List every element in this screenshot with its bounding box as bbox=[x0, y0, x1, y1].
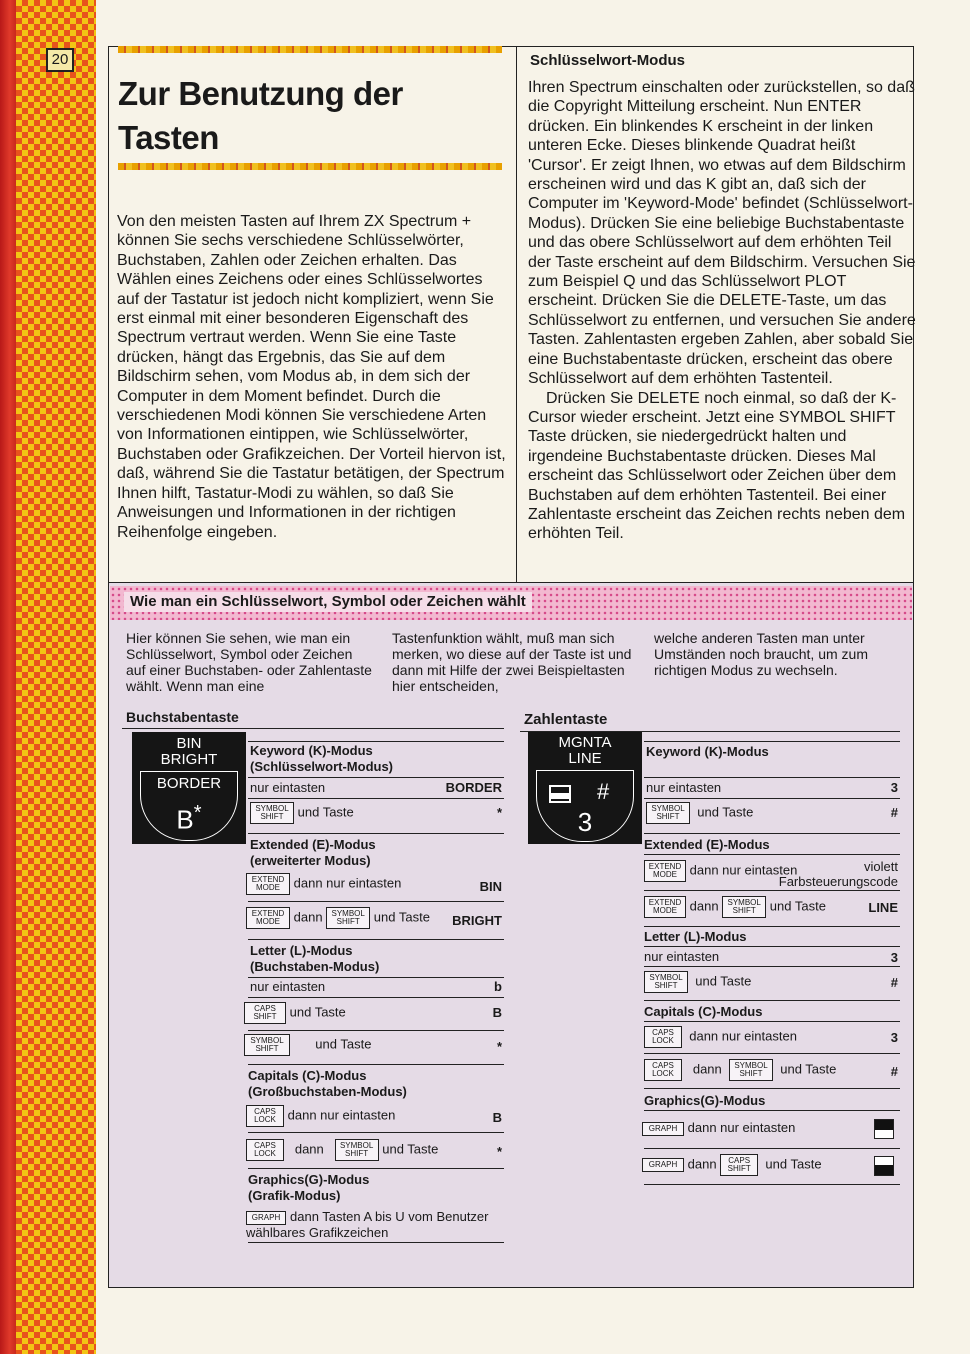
row-rule bbox=[248, 1030, 504, 1031]
l-row-2-value: B bbox=[492, 1005, 502, 1020]
symbol-shift-key: SYMBOL SHIFT bbox=[646, 802, 690, 824]
c-row-1-value-r: 3 bbox=[890, 1030, 898, 1045]
g-row-1-label-r: dann nur eintasten bbox=[687, 1120, 796, 1135]
key-cap bbox=[536, 770, 634, 842]
column-divider bbox=[516, 46, 517, 586]
graphic-char-icon bbox=[874, 1119, 894, 1139]
row-rule bbox=[248, 939, 504, 940]
key-label-border: BORDER bbox=[156, 775, 222, 792]
title-stripe-top bbox=[118, 46, 502, 53]
graph-key: GRAPH bbox=[246, 1211, 286, 1225]
c-row-2-value: * bbox=[496, 1144, 502, 1159]
row-rule bbox=[644, 798, 900, 799]
key-cap bbox=[140, 771, 238, 841]
c-row-1-value: B bbox=[492, 1110, 502, 1125]
row-rule bbox=[644, 1110, 900, 1111]
e-row-1-label-r: dann nur eintasten bbox=[689, 862, 798, 878]
key-letter-row bbox=[141, 798, 237, 835]
e-row-1-value-r: violett bbox=[864, 859, 898, 874]
key-label-bin: BIN bbox=[176, 735, 202, 752]
key-label-bright: BRIGHT bbox=[160, 751, 218, 768]
l-row-3 bbox=[244, 1034, 371, 1056]
symbol-shift-key: SYMBOL SHIFT bbox=[244, 1034, 290, 1056]
k-mode-heading-r: Keyword (K)-Modus bbox=[646, 744, 769, 759]
right-paragraph-2: Drücken Sie DELETE noch einmal, so daß der K-Cursor wieder erscheint. Jetzt eine SYMBOL SHIFT Taste drücken, sie niedergedrückt halten und irgendeine Buchstabentaste drücken. Dieses Mal erscheint das Schlüsselwort oder Zeichen über dem Buchstaben auf dem erhöhten Tastenteil. Bei einer Zahlentaste erscheint das Zeichen rechts neben dem erhöhten Teil. bbox=[528, 389, 906, 543]
c-mode-heading-r: Capitals (C)-Modus bbox=[644, 1004, 763, 1019]
row-rule bbox=[644, 1021, 900, 1022]
g-mode-heading-r: Graphics(G)-Modus bbox=[644, 1093, 766, 1108]
row-rule bbox=[248, 1168, 504, 1169]
k-row-2-r bbox=[646, 802, 753, 824]
key-label-mgnta: MGNTA bbox=[558, 734, 612, 751]
3-key-icon bbox=[528, 732, 642, 844]
g-row-2-label-r: und Taste bbox=[765, 1156, 822, 1172]
row-rule bbox=[248, 1132, 504, 1133]
k-row-2 bbox=[250, 802, 354, 824]
intro-col-1: Hier können Sie sehen, wie man ein Schlüsselwort, Symbol oder Zeichen auf einer Buchstaben- oder Zahlentaste wählt. Wenn man eine bbox=[126, 630, 372, 694]
row-rule bbox=[644, 1148, 900, 1149]
symbol-shift-key: SYMBOL SHIFT bbox=[335, 1139, 379, 1161]
key-letter: B bbox=[176, 804, 194, 835]
k-row-1-value-r: 3 bbox=[890, 780, 898, 795]
extend-mode-key: EXTEND MODE bbox=[644, 860, 686, 882]
caps-lock-key: CAPS LOCK bbox=[246, 1105, 284, 1127]
e-row-2-label-r: und Taste bbox=[769, 898, 826, 914]
l-row-1-label-r: nur eintasten bbox=[644, 949, 720, 964]
caps-shift-key: CAPS SHIFT bbox=[244, 1002, 286, 1024]
book-spine bbox=[0, 0, 16, 1354]
symbol-shift-key: SYMBOL SHIFT bbox=[250, 802, 294, 824]
g-row-1 bbox=[246, 1209, 500, 1241]
row-rule bbox=[248, 798, 504, 799]
caps-lock-key: CAPS LOCK bbox=[246, 1139, 284, 1161]
g-mode-heading: Graphics(G)-Modus (Grafik-Modus) bbox=[248, 1172, 370, 1203]
row-rule bbox=[644, 946, 900, 947]
e-row-2-label: und Taste bbox=[373, 909, 430, 925]
c-mode-heading: Capitals (C)-Modus (Großbuchstaben-Modus) bbox=[248, 1068, 407, 1099]
l-row-3-label: und Taste bbox=[315, 1036, 372, 1052]
row-rule bbox=[248, 1064, 504, 1065]
l-row-2-label: und Taste bbox=[289, 1004, 346, 1020]
l-row-3-value: * bbox=[496, 1039, 502, 1054]
info-box-title: Wie man ein Schlüsselwort, Symbol oder Zeichen wählt bbox=[124, 592, 532, 612]
right-paragraph-1: Ihren Spectrum einschalten oder zurückstellen, so daß die Copyright Mitteilung erscheint. Nun ENTER drücken. Ein blinkendes K erscheint in der linken unteren Ecke. Dieses blinkende Quadrat heißt 'Cursor'. Er zeigt Ihnen, wo etwas auf dem Bildschirm erscheinen wird und das K gibt an, daß sich der Computer im 'Keyword-Mode' befindet (Schlüsselwort-Modus). Drücken Sie eine beliebige Buchstabentaste und das obere Schlüsselwort auf dem erhöhten Teil der Taste erscheint auf dem Bildschirm. Versuchen Sie zum Beispiel Q und das Schlüsselwort PLOT erscheint. Drücken Sie die DELETE-Taste, um das Schlüsselwort zu entfernen, und versuchen Sie andere Tasten. Zahlentasten ergeben Zahlen, aber sobald Sie eine Buchstabentaste drücken, erscheint das obere Schlüsselwort auf dem erhöhten Tastenteil. bbox=[528, 79, 916, 388]
row-rule bbox=[644, 833, 900, 834]
title-line-2: Tasten bbox=[118, 119, 219, 156]
row-rule bbox=[644, 777, 900, 778]
number-key-section-title: Zahlentaste bbox=[524, 711, 608, 728]
c-row-2-then: dann bbox=[294, 1141, 324, 1157]
row-rule bbox=[644, 966, 900, 967]
symbol-shift-key: SYMBOL SHIFT bbox=[729, 1059, 773, 1081]
row-rule bbox=[248, 1242, 504, 1243]
l-row-2-value-r: # bbox=[890, 975, 898, 990]
l-mode-heading-r: Letter (L)-Modus bbox=[644, 929, 747, 944]
intro-col-2: Tastenfunktion wählt, muß man sich merken, wo diese auf der Taste ist und dann mit Hilfe der zwei Beispieltasten hier entscheiden, bbox=[392, 630, 632, 694]
k-row-2-label-r: und Taste bbox=[697, 804, 754, 820]
c-row-1 bbox=[246, 1105, 395, 1127]
key-number: 3 bbox=[577, 807, 593, 837]
e-mode-heading-r: Extended (E)-Modus bbox=[644, 837, 770, 852]
caps-lock-key: CAPS LOCK bbox=[644, 1026, 682, 1048]
caps-lock-key: CAPS LOCK bbox=[644, 1059, 682, 1081]
c-row-2-then-r: dann bbox=[692, 1061, 722, 1077]
c-row-1-label-r: dann nur eintasten bbox=[689, 1028, 797, 1044]
title-line-1: Zur Benutzung der bbox=[118, 75, 403, 112]
key-symbol: # bbox=[597, 779, 610, 804]
row-rule bbox=[248, 901, 504, 902]
graph-key: GRAPH bbox=[642, 1158, 684, 1172]
title-stripe-bottom bbox=[118, 163, 502, 170]
right-body-text bbox=[528, 78, 916, 544]
row-rule bbox=[248, 741, 504, 742]
c-row-2-label: und Taste bbox=[382, 1141, 439, 1157]
extend-mode-key: EXTEND MODE bbox=[246, 873, 290, 895]
extend-mode-key: EXTEND MODE bbox=[246, 907, 290, 929]
page-number: 20 bbox=[46, 48, 74, 72]
symbol-shift-key: SYMBOL SHIFT bbox=[722, 896, 766, 918]
row-rule bbox=[644, 854, 900, 855]
b-key-icon bbox=[132, 732, 246, 844]
g-row-2-r bbox=[642, 1154, 822, 1176]
graphic-block-icon bbox=[549, 785, 571, 803]
e-mode-heading: Extended (E)-Modus (erweiterter Modus) bbox=[250, 837, 376, 868]
extend-mode-key: EXTEND MODE bbox=[644, 896, 686, 918]
row-rule bbox=[644, 1088, 900, 1089]
e-row-1-value2-r: Farbsteuerungscode bbox=[778, 874, 898, 889]
g-row-1-label: dann Tasten A bis U vom Benutzer wählbares Grafikzeichen bbox=[246, 1209, 489, 1240]
row-rule bbox=[248, 977, 504, 978]
intro-col-3: welche anderen Tasten man unter Umständen noch braucht, um zum richtigen Modus zu wechseln. bbox=[654, 630, 868, 678]
key-label-line: LINE bbox=[568, 750, 602, 767]
section-rule bbox=[122, 728, 504, 729]
c-row-2-value-r: # bbox=[890, 1064, 898, 1079]
row-rule bbox=[248, 997, 504, 998]
row-rule bbox=[248, 777, 504, 778]
key-symbol: * bbox=[193, 802, 202, 824]
row-rule bbox=[644, 1184, 900, 1185]
k-row-2-label: und Taste bbox=[297, 804, 354, 820]
l-row-2 bbox=[244, 1002, 346, 1024]
e-row-2-value: BRIGHT bbox=[452, 913, 502, 928]
l-row-1-value: b bbox=[494, 979, 502, 994]
row-rule bbox=[248, 833, 504, 834]
e-row-2-then-r: dann bbox=[689, 898, 719, 914]
left-body-text: Von den meisten Tasten auf Ihrem ZX Spectrum + können Sie sechs verschiedene Schlüsselwörter, Buchstaben, Zahlen oder Zeichen erhalten. Das Wählen eines Zeichens oder eines Schlüsselwortes auf der Tastatur ist jedoch nicht kompliziert, wenn Sie erst einmal mit einer besonderen Eigenschaft des Spectrum vertraut werden. Wenn Sie eine Taste drücken, hängt das Ergebnis, das Sie auf dem Bildschirm sehen, vom Modus ab, in dem sich der Computer in dem Moment befindet. Durch die verschiedenen Modi können Sie verschiedene Arten von Informationen eintippen, wie Schlüsselwörter, Buchstaben oder Grafikzeichen. Der Vorteil hiervon ist, daß, während Sie die Tastatur betätigen, der Spectrum Ihnen hilft, Tastatur-Modi zu wählen, so daß Sie Anweisungen und Informationen in der richtigen Reihenfolge eingeben. bbox=[117, 213, 506, 541]
l-row-2-r bbox=[644, 971, 751, 993]
row-rule bbox=[644, 1000, 900, 1001]
l-row-2-label-r: und Taste bbox=[695, 973, 752, 989]
l-row-1-value-r: 3 bbox=[890, 950, 898, 965]
right-heading: Schlüsselwort-Modus bbox=[530, 52, 686, 69]
row-rule bbox=[644, 1053, 900, 1054]
k-row-1-label: nur eintasten bbox=[250, 780, 326, 795]
e-row-1-value: BIN bbox=[479, 879, 502, 894]
l-row-1-label: nur eintasten bbox=[250, 979, 326, 994]
row-rule bbox=[644, 926, 900, 927]
k-row-1-value: BORDER bbox=[445, 780, 502, 795]
g-row-1-r bbox=[642, 1120, 795, 1136]
letter-key-section-title: Buchstabentaste bbox=[126, 709, 239, 725]
c-row-2-label-r: und Taste bbox=[780, 1061, 837, 1077]
page-title bbox=[118, 72, 498, 160]
symbol-shift-key: SYMBOL SHIFT bbox=[644, 971, 688, 993]
k-row-1-label-r: nur eintasten bbox=[646, 780, 722, 795]
g-row-2-then-r: dann bbox=[687, 1156, 717, 1172]
k-mode-heading: Keyword (K)-Modus (Schlüsselwort-Modus) bbox=[250, 743, 394, 774]
e-row-2-then: dann bbox=[293, 909, 323, 925]
c-row-1-label: dann nur eintasten bbox=[287, 1107, 396, 1123]
row-rule bbox=[644, 741, 900, 742]
e-row-1 bbox=[246, 873, 401, 895]
row-rule bbox=[644, 890, 900, 891]
caps-shift-key: CAPS SHIFT bbox=[720, 1154, 758, 1176]
e-row-2-value-r: LINE bbox=[868, 900, 898, 915]
e-row-1-label: dann nur eintasten bbox=[293, 875, 402, 891]
k-row-2-value: * bbox=[496, 805, 502, 820]
l-mode-heading: Letter (L)-Modus (Buchstaben-Modus) bbox=[250, 943, 380, 974]
checkered-border bbox=[16, 0, 96, 1354]
k-row-2-value-r: # bbox=[890, 805, 898, 820]
inverse-graphic-char-icon bbox=[874, 1156, 894, 1176]
symbol-shift-key: SYMBOL SHIFT bbox=[326, 907, 370, 929]
c-row-1-r bbox=[644, 1026, 797, 1048]
graph-key: GRAPH bbox=[642, 1122, 684, 1136]
